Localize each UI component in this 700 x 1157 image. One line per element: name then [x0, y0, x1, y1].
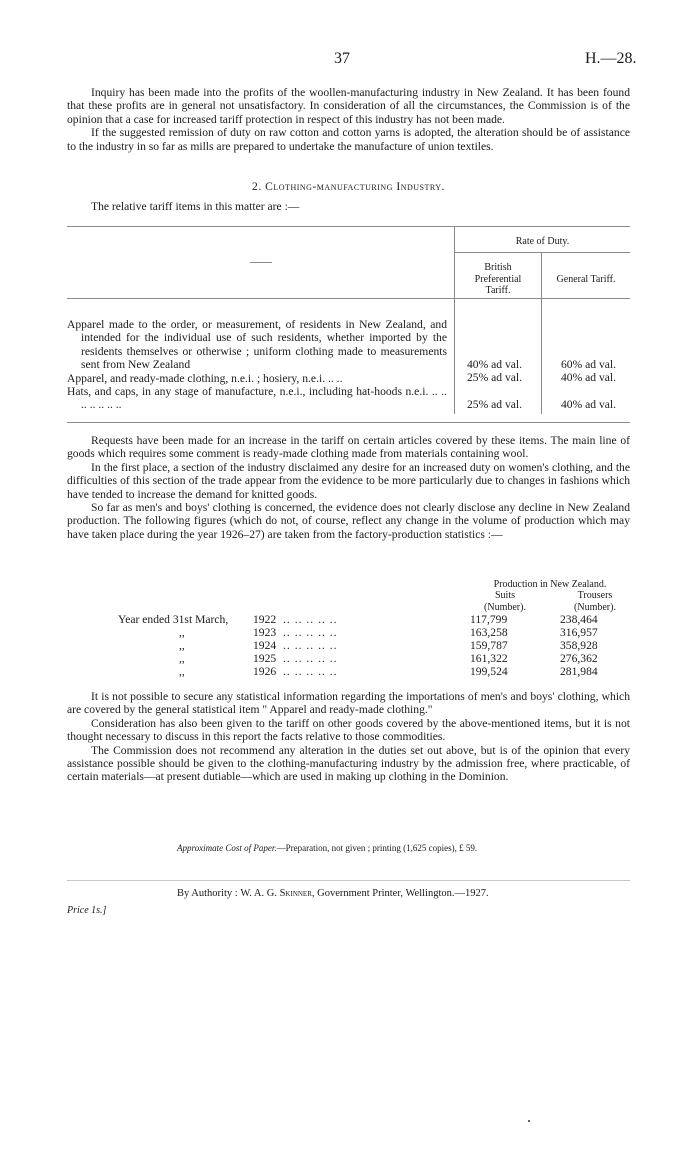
table-divider — [454, 226, 455, 386]
general-rate: 40% ad val. — [561, 398, 617, 411]
authority-prefix: By Authority : — [177, 888, 238, 899]
row-year: 1922 — [253, 613, 277, 626]
table-rule — [455, 252, 630, 253]
header-line: (Number). — [574, 601, 616, 613]
paragraph: Inquiry has been made into the profits of the woollen-manufacturing industry in New Zealand. It has been found that these profits are in general not unsatisfactory. In consideration of all the circumstances, the Commission is of the opinion that a case for increased tariff protection in respect of this industry has not been made. — [67, 86, 630, 126]
paragraph: In the first place, a section of the industry disclaimed any desire for an increased duty on women's clothing, and the difficulties of this section of the trade appear from the evidence to be more particularly due to changes in fashions which have tended to increase the demand for knitted goods. — [67, 460, 630, 501]
table-row — [67, 626, 630, 639]
cost-text: —Preparation, not given ; printing (1,625 copies), £ 59. — [276, 843, 478, 853]
suits-value: 199,524 — [470, 665, 508, 678]
suits-value: 159,787 — [470, 639, 508, 652]
header-line: (Number). — [484, 601, 526, 613]
header-line: Trousers — [577, 590, 613, 601]
table-row — [67, 639, 630, 652]
row-label: Year ended 31st March, — [118, 613, 229, 626]
ditto-mark: ,, — [179, 626, 185, 639]
british-rate: 40% ad val. — [467, 358, 523, 371]
printer-name: W. A. G. Skinner, — [240, 888, 315, 899]
table-divider — [454, 386, 455, 414]
trousers-value: 281,984 — [560, 665, 598, 678]
speck — [528, 1120, 530, 1122]
cost-of-paper-note — [177, 843, 477, 853]
cost-label: Approximate Cost of Paper. — [177, 843, 277, 853]
general-rate: 40% ad val. — [561, 371, 617, 384]
dot-leader: .. .. .. .. .. — [283, 665, 338, 678]
tariff-intro — [67, 200, 630, 213]
trousers-value: 238,464 — [560, 613, 598, 626]
ditto-mark: ,, — [179, 652, 185, 665]
suits-header — [470, 590, 540, 613]
section-heading — [67, 180, 630, 193]
page-number: 37 — [334, 50, 350, 67]
paragraph: Consideration has also been given to the tariff on other goods covered by the above-mentioned items, but it is not thought necessary to discuss in this report the facts relative to those commodities. — [67, 716, 630, 744]
table-row — [67, 613, 630, 626]
tariff-item: Apparel, and ready-made clothing, n.e.i. ; hosiery, n.e.i. .. .. — [67, 371, 343, 385]
section-number: 2. — [252, 180, 262, 193]
table-row — [67, 652, 630, 665]
header-line: Suits — [494, 590, 515, 601]
paragraph: The Commission does not recommend any alteration in the duties set out above, but is of the opinion that every assistance possible should be given to the clothing-manufacturing industry by the admission free, where practicable, of certain materials—at present dutiable—which are used in making up clothing in the Dominion. — [67, 743, 630, 784]
table-rule — [67, 422, 630, 423]
trousers-value: 316,957 — [560, 626, 598, 639]
british-preferential-header — [455, 262, 541, 297]
document-reference: H.—28. — [585, 50, 637, 67]
footer-rule — [67, 880, 630, 881]
table-divider — [541, 252, 542, 386]
paragraph: So far as men's and boys' clothing is concerned, the evidence does not clearly disclose any decline in New Zealand production. The following figures (which do not, of course, reflect any change in the volume of production which may have taken place during the year 1926–27) are taken from the factory-production statistics :— — [67, 501, 630, 541]
paragraph: Requests have been made for an increase in the tariff on certain articles covered by these items. The main line of goods which requires some comment is ready-made clothing made from materials containing wool. — [67, 434, 630, 461]
rate-of-duty-header: Rate of Duty. — [515, 236, 570, 247]
trousers-value: 276,362 — [560, 652, 598, 665]
suits-value: 163,258 — [470, 626, 508, 639]
ditto-mark: ,, — [179, 639, 185, 652]
suits-value: 117,799 — [470, 613, 508, 626]
row-year: 1925 — [253, 652, 277, 665]
production-header: Production in New Zealand. — [493, 579, 607, 590]
dot-leader: .. .. .. .. .. — [283, 652, 338, 665]
general-rate: 60% ad val. — [561, 358, 617, 371]
dot-leader: .. .. .. .. .. — [283, 639, 338, 652]
row-year: 1926 — [253, 665, 277, 678]
header-line: Tariff. — [485, 285, 511, 296]
section-title: Clothing-manufacturing Industry. — [265, 180, 445, 193]
ditto-mark: ,, — [179, 665, 185, 678]
dot-leader: .. .. .. .. .. — [283, 613, 338, 626]
header-line: British — [484, 262, 512, 273]
table-rule — [67, 298, 630, 299]
header-line: Preferential — [474, 273, 522, 285]
row-year: 1923 — [253, 626, 277, 639]
tariff-items — [67, 318, 447, 412]
row-year: 1924 — [253, 639, 277, 652]
british-rate: 25% ad val. — [467, 371, 523, 384]
discussion-text — [67, 434, 630, 541]
trousers-value: 358,928 — [560, 639, 598, 652]
table-divider — [541, 386, 542, 414]
closing-text — [67, 690, 630, 784]
printer-imprint — [177, 888, 489, 899]
paragraph: It is not possible to secure any statistical information regarding the importations of men's and boys' clothing, which are covered by the general statistical item " Apparel and ready-made clothing." — [67, 690, 630, 717]
column-dash: —— — [250, 256, 272, 268]
paragraph: If the suggested remission of duty on raw cotton and cotton yarns is adopted, the alteration should be of assistance to the industry in so far as mills are prepared to undertake the manufacture of union textiles. — [67, 126, 630, 153]
general-tariff-header: General Tariff. — [556, 274, 616, 285]
british-rate: 25% ad val. — [467, 398, 523, 411]
tariff-item: Hats, and caps, in any stage of manufacture, n.e.i., including hat-hoods n.e.i. .. .. .. .. .. .. .. — [67, 385, 447, 412]
suits-value: 161,322 — [470, 652, 508, 665]
authority-suffix: Government Printer, Wellington.—1927. — [317, 888, 489, 899]
trousers-header — [560, 590, 630, 613]
table-rule — [67, 226, 630, 227]
dot-leader: .. .. .. .. .. — [283, 626, 338, 639]
price-note: Price 1s.] — [67, 905, 107, 916]
tariff-item: Apparel made to the order, or measurement, of residents in New Zealand, and intended for the individual use of such residents, whether imported by the residents themselves or otherwise ; uniform clothing made to measurements sent from New Zealand — [67, 318, 447, 372]
table-row — [67, 665, 630, 678]
intro-text — [67, 86, 630, 153]
paragraph: The relative tariff items in this matter are :— — [91, 200, 300, 213]
